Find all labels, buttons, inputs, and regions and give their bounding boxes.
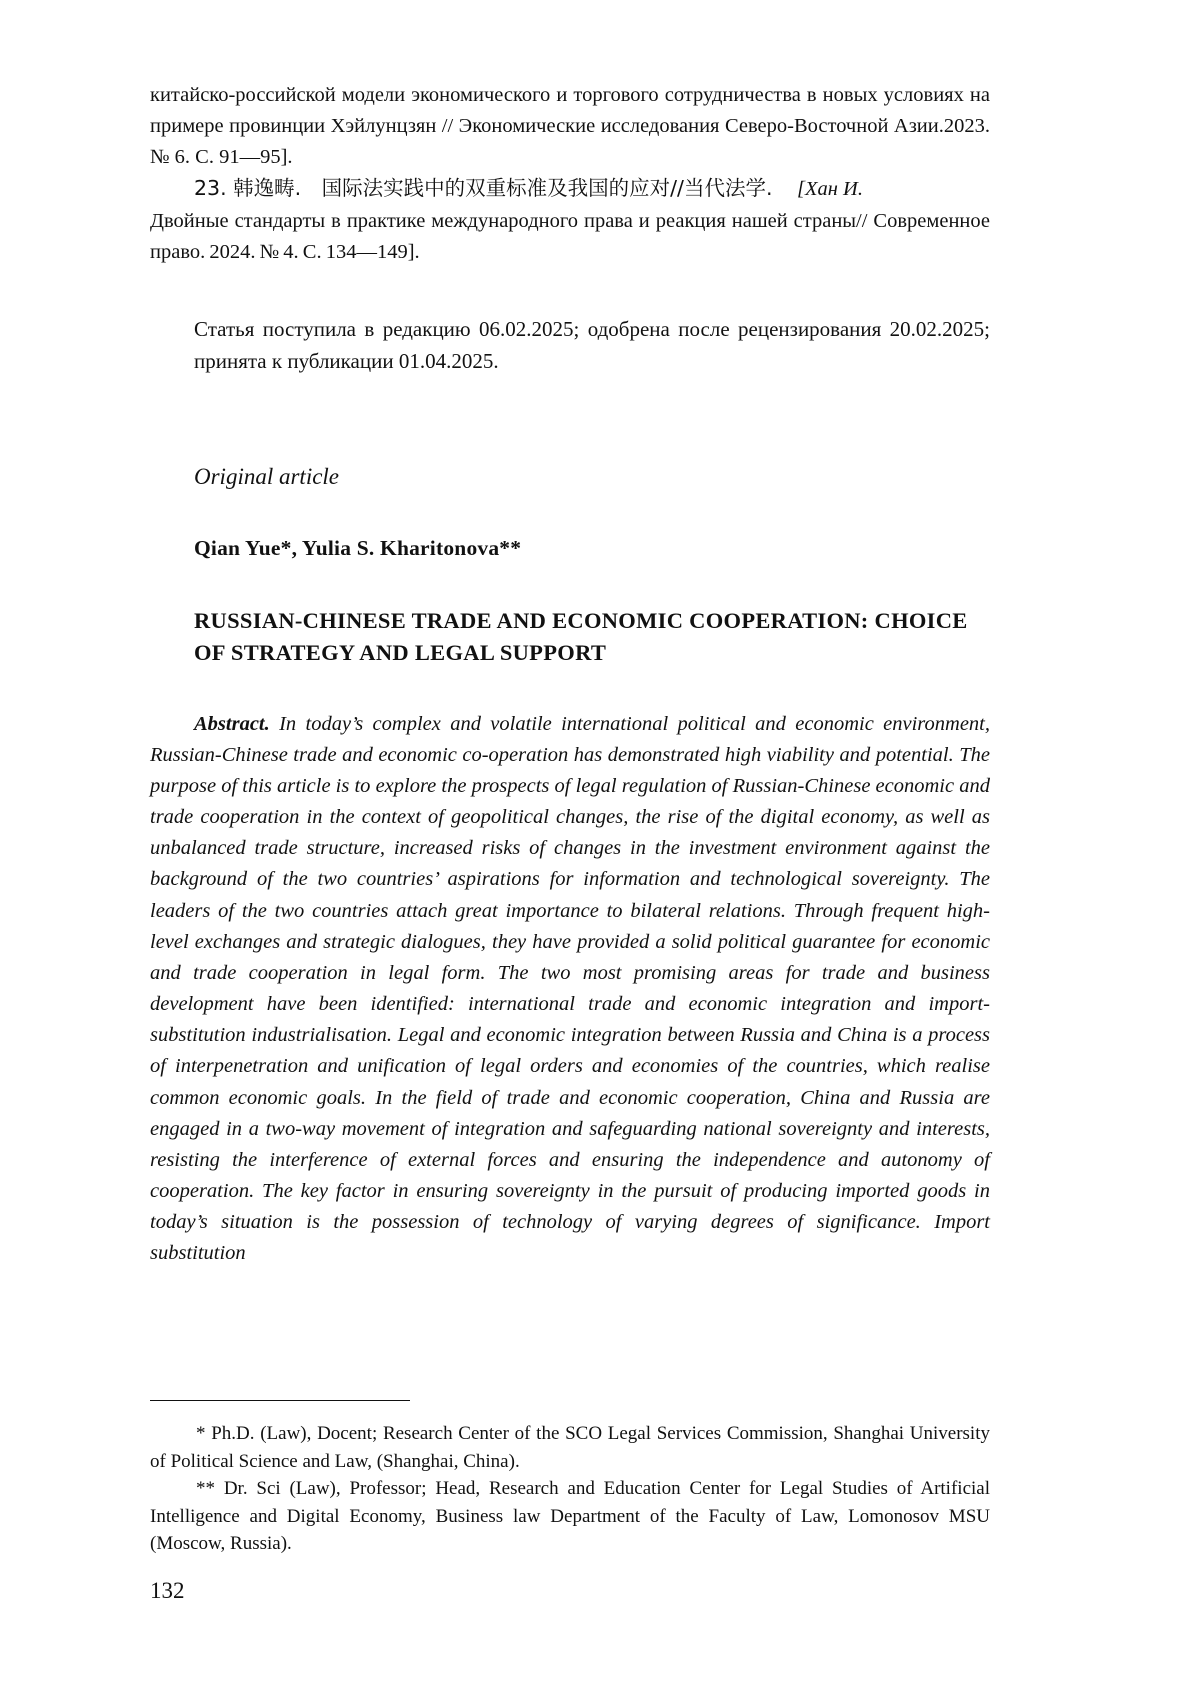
article-authors: Qian Yue*, Yulia S. Kharitonova** bbox=[194, 535, 522, 560]
footnotes-block bbox=[150, 1420, 990, 1558]
abstract-paragraph bbox=[150, 709, 990, 1270]
reference-continued: китайско-российской модели экономического и торгового сотрудничества в новых условиях на примере провинции Хэйлунцзян // Экономические исследования Северо-Восточной Азии.2023. № 6. С. 91—95]. bbox=[150, 84, 990, 169]
received-dates bbox=[194, 314, 990, 378]
footnote-separator bbox=[150, 1400, 410, 1401]
article-kind-label: Original article bbox=[194, 463, 340, 489]
abstract-text: In today’s complex and volatile international political and economic environment, Russian-Chinese trade and economic co-operation has demonstrated high viability and potential. The purpose of this article is to explore the prospects of legal regulation of Russian-Chinese economic and trade cooperation in the context of geopolitical changes, the rise of the digital economy, as well as unbalanced trade structure, increased risks of changes in the investment environment against the background of the two countries’ aspirations for information and technological sovereignty. The leaders of the two countries attach great importance to bilateral relations. Through frequent high-level exchanges and strategic dialogues, they have provided a solid political guarantee for economic and trade cooperation in legal form. The two most promising areas for trade and business development have been identified: international trade and economic integration and import-substitution industrialisation. Legal and economic integration between Russia and China is a process of interpenetration and unification of legal orders and economies of the countries, which realise common economic goals. In the field of trade and economic cooperation, China and Russia are engaged in a two-way movement of integration and safeguarding national sovereignty and interests, resisting the interference of external forces and ensuring the independence and autonomy of cooperation. The key factor in ensuring sovereignty in the pursuit of producing imported goods in today’s situation is the possession of technology of varying degrees of significance. Import substitution bbox=[150, 712, 990, 1265]
reference-item-23-cjk bbox=[150, 173, 990, 205]
reference-item-23-ru: Двойные стандарты в практике международного права и реакция нашей страны// Современное право. 2024. № 4. С. 134—149]. bbox=[150, 209, 990, 263]
footnote-first: * Ph.D. (Law), Docent; Research Center of the SCO Legal Services Commission, Shanghai University of Political Science and Law, (Shanghai, China). bbox=[150, 1423, 990, 1472]
references-block bbox=[150, 80, 990, 268]
received-dates-text: Статья поступила в редакцию 06.02.2025; одобрена после рецензирования 20.02.2025; принята к публикации 01.04.2025. bbox=[194, 316, 990, 373]
page-content bbox=[150, 80, 990, 1269]
reference-item-23-cjk-text: 23. 韩逸畴. 国际法实践中的双重标准及我国的应对//当代法学. bbox=[194, 176, 773, 201]
abstract-block bbox=[150, 709, 990, 1270]
abstract-label: Abstract. bbox=[194, 712, 270, 735]
page-title: RUSSIAN-CHINESE TRADE AND ECONOMIC COOPERATION: CHOICE OF STRATEGY AND LEGAL SUPPORT bbox=[194, 607, 968, 665]
page-number: 132 bbox=[150, 1578, 185, 1603]
footnote-second: ** Dr. Sci (Law), Professor; Head, Research and Education Center for Legal Studies of Artificial Intelligence and Digital Economy, Business law Department of the Faculty of Law, Lomonosov MSU (Moscow, Russia). bbox=[150, 1478, 990, 1555]
reference-item-23-bracket-author: [Хан И. bbox=[797, 178, 863, 201]
